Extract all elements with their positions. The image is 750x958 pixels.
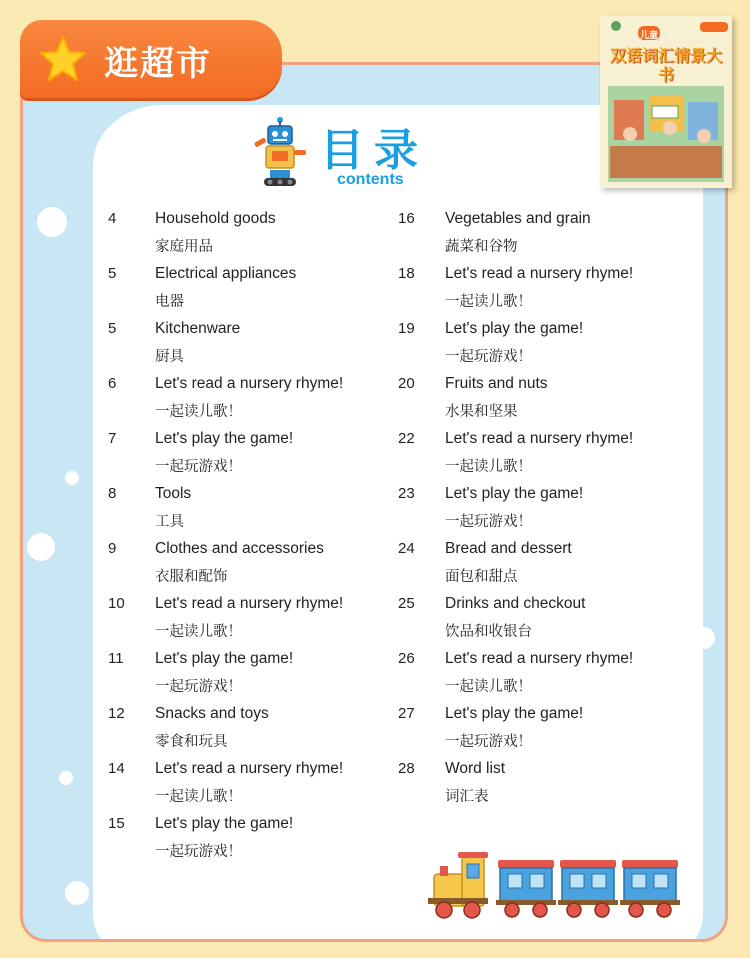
decor-bubble <box>681 703 693 715</box>
page-number: 10 <box>108 595 125 612</box>
page-number: 5 <box>108 265 117 282</box>
entry-title-en: Tools <box>155 485 192 502</box>
decor-bubble <box>693 627 715 649</box>
entry-title-zh: 饮品和收银台 <box>445 624 532 640</box>
toc-title: 目录 <box>320 125 428 176</box>
decor-bubble <box>65 471 79 485</box>
entry-title-en: Let's read a nursery rhyme! <box>155 760 344 777</box>
entry-title-en: Electrical appliances <box>155 265 297 282</box>
page-number: 6 <box>108 375 117 392</box>
entry-title-en: Let's read a nursery rhyme! <box>445 650 634 667</box>
section-banner <box>20 20 282 98</box>
entry-title-zh: 面包和甜点 <box>445 569 518 585</box>
entry-title-zh: 一起读儿歌！ <box>155 624 242 640</box>
entry-title-en: Let's play the game! <box>445 485 584 502</box>
entry-title-en: Let's play the game! <box>155 815 294 832</box>
entry-title-zh: 一起玩游戏！ <box>155 844 242 860</box>
entry-title-zh: 一起玩游戏！ <box>445 514 532 530</box>
entry-title-en: Let's play the game! <box>155 430 294 447</box>
page-number: 24 <box>398 540 415 557</box>
banner-title: 逛超市 <box>104 44 212 84</box>
toc-subtitle: contents <box>337 171 404 188</box>
content-frame <box>20 62 728 942</box>
page-number: 25 <box>398 595 415 612</box>
book-cover-title: 双语词汇情景大书 <box>609 46 722 84</box>
entry-title-zh: 零食和玩具 <box>155 734 228 750</box>
entry-title-en: Kitchenware <box>155 320 241 337</box>
entry-title-en: Household goods <box>155 210 276 227</box>
entry-title-en: Let's read a nursery rhyme! <box>155 595 344 612</box>
star-icon <box>38 34 88 84</box>
page-number: 28 <box>398 760 415 777</box>
entry-title-zh: 水果和坚果 <box>445 404 518 420</box>
page-number: 11 <box>108 650 124 667</box>
entry-title-zh: 蔬菜和谷物 <box>445 239 518 255</box>
book-cover-illustration <box>600 16 732 188</box>
page-number: 9 <box>108 540 117 557</box>
entry-title-zh: 词汇表 <box>445 789 489 805</box>
entry-title-en: Word list <box>445 760 506 777</box>
page-number: 16 <box>398 210 415 227</box>
robot-icon <box>252 116 308 188</box>
entry-title-en: Let's play the game! <box>445 705 584 722</box>
entry-title-zh: 电器 <box>155 294 184 310</box>
page-number: 4 <box>108 210 117 227</box>
decor-bubble <box>27 533 55 561</box>
page-number: 22 <box>398 430 415 447</box>
entry-title-zh: 一起玩游戏！ <box>155 679 242 695</box>
entry-title-en: Vegetables and grain <box>445 210 591 227</box>
page-number: 26 <box>398 650 415 667</box>
entry-title-en: Fruits and nuts <box>445 375 548 392</box>
decor-bubble <box>65 881 89 905</box>
decor-bubble <box>37 207 67 237</box>
book-cover-badge: 儿童 <box>640 31 659 41</box>
entry-title-zh: 一起读儿歌！ <box>155 789 242 805</box>
entry-title-zh: 一起读儿歌！ <box>445 679 532 695</box>
entry-title-en: Clothes and accessories <box>155 540 324 557</box>
page-number: 23 <box>398 485 415 502</box>
entry-title-zh: 一起玩游戏！ <box>155 459 242 475</box>
entry-title-zh: 一起玩游戏！ <box>445 349 532 365</box>
page-number: 5 <box>108 320 117 337</box>
entry-title-en: Drinks and checkout <box>445 595 586 612</box>
train-icon <box>424 852 694 922</box>
page-number: 15 <box>108 815 125 832</box>
page-number: 19 <box>398 320 415 337</box>
entry-title-zh: 一起读儿歌！ <box>445 294 532 310</box>
entry-title-en: Bread and dessert <box>445 540 572 557</box>
page-number: 12 <box>108 705 125 722</box>
entry-title-en: Let's read a nursery rhyme! <box>445 430 634 447</box>
entry-title-en: Snacks and toys <box>155 705 269 722</box>
page-number: 27 <box>398 705 415 722</box>
toc-header <box>252 114 452 194</box>
entry-title-en: Let's play the game! <box>445 320 584 337</box>
page-number: 8 <box>108 485 117 502</box>
entry-title-zh: 工具 <box>155 514 184 530</box>
entry-title-en: Let's play the game! <box>155 650 294 667</box>
entry-title-en: Let's read a nursery rhyme! <box>445 265 634 282</box>
entry-title-zh: 厨具 <box>155 349 184 365</box>
decor-bubble <box>59 771 73 785</box>
decor-bubble <box>687 803 703 819</box>
book-cover <box>600 16 732 188</box>
entry-title-zh: 一起玩游戏！ <box>445 734 532 750</box>
page-number: 7 <box>108 430 117 447</box>
decor-bubble <box>685 547 695 557</box>
page-number: 20 <box>398 375 415 392</box>
entry-title-en: Let's read a nursery rhyme! <box>155 375 344 392</box>
page-number: 18 <box>398 265 415 282</box>
entry-title-zh: 家庭用品 <box>155 239 213 255</box>
entry-title-zh: 一起读儿歌！ <box>445 459 532 475</box>
entry-title-zh: 一起读儿歌！ <box>155 404 242 420</box>
page-number: 14 <box>108 760 125 777</box>
entry-title-zh: 衣服和配饰 <box>155 569 228 585</box>
